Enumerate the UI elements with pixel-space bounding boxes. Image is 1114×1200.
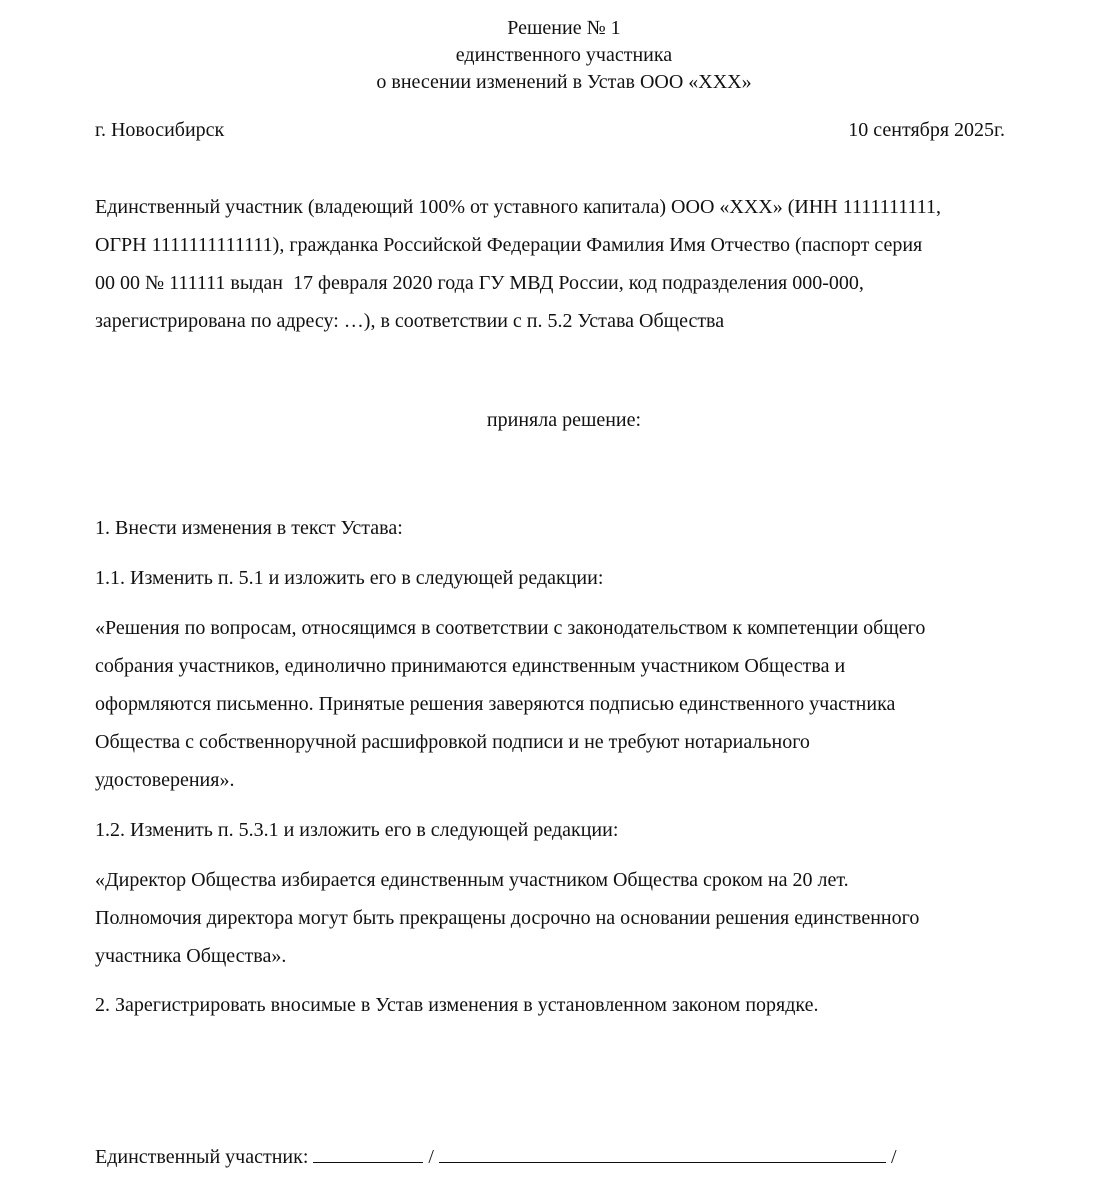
text-line: 2. Зарегистрировать вносимые в Устав изменения в установленном законом порядке. [95, 994, 819, 1016]
title-line: о внесении изменений в Устав ООО «XXX» [376, 71, 752, 93]
signature-separator: / [428, 1146, 434, 1168]
text-line: 00 00 № 111111 выдан 17 февраля 2020 года ГУ МВД России, код подразделения 000-000, [95, 272, 864, 294]
text-line: ОГРН 1111111111111), гражданка Российской Федерации Фамилия Имя Отчество (паспорт серия [95, 234, 923, 256]
item-1-1 [95, 559, 1035, 597]
quote-2 [95, 861, 1035, 975]
text-line: зарегистрирована по адресу: …), в соответствии с п. 5.2 Устава Общества [95, 310, 725, 332]
title-line: единственного участника [455, 44, 673, 66]
text-line: 1.2. Изменить п. 5.3.1 и изложить его в следующей редакции: [95, 819, 619, 841]
quote-1 [95, 609, 1035, 799]
date: 10 сентября 2025г. [848, 119, 1005, 141]
text-line: Полномочия директора могут быть прекращены досрочно на основании решения единственного [95, 907, 920, 929]
signature-line [95, 1138, 1035, 1176]
signature-name-field[interactable] [439, 1142, 886, 1163]
item-1-2 [95, 811, 1035, 849]
item-2 [95, 986, 1035, 1024]
document-title [0, 15, 1114, 96]
text-line: удостоверения». [95, 769, 235, 791]
text-line: 1.1. Изменить п. 5.1 и изложить его в следующей редакции: [95, 567, 604, 589]
preamble [95, 188, 1035, 340]
place-date-row [95, 117, 1005, 144]
item-1 [95, 509, 1035, 547]
city: г. Новосибирск [95, 119, 225, 141]
signature-label: Единственный участник: [95, 1146, 309, 1168]
signature-field[interactable] [313, 1142, 423, 1163]
title-line: Решение № 1 [507, 17, 621, 39]
text-line: Единственный участник (владеющий 100% от уставного капитала) ООО «XXX» (ИНН 1111111111, [95, 196, 942, 218]
decided-text: приняла решение: [486, 409, 642, 431]
text-line: «Директор Общества избирается единственным участником Общества сроком на 20 лет. [95, 869, 849, 891]
text-line: 1. Внести изменения в текст Устава: [95, 517, 403, 539]
text-line: собрания участников, единолично принимаются единственным участником Общества и [95, 655, 846, 677]
text-line: «Решения по вопросам, относящимся в соответствии с законодательством к компетенции общего [95, 617, 926, 639]
text-line: Общества с собственноручной расшифровкой подписи и не требуют нотариального [95, 731, 810, 753]
text-line: участника Общества». [95, 945, 287, 967]
decided-heading [0, 401, 1114, 439]
signature-end: / [890, 1146, 897, 1168]
text-line: оформляются письменно. Принятые решения заверяются подписью единственного участника [95, 693, 896, 715]
